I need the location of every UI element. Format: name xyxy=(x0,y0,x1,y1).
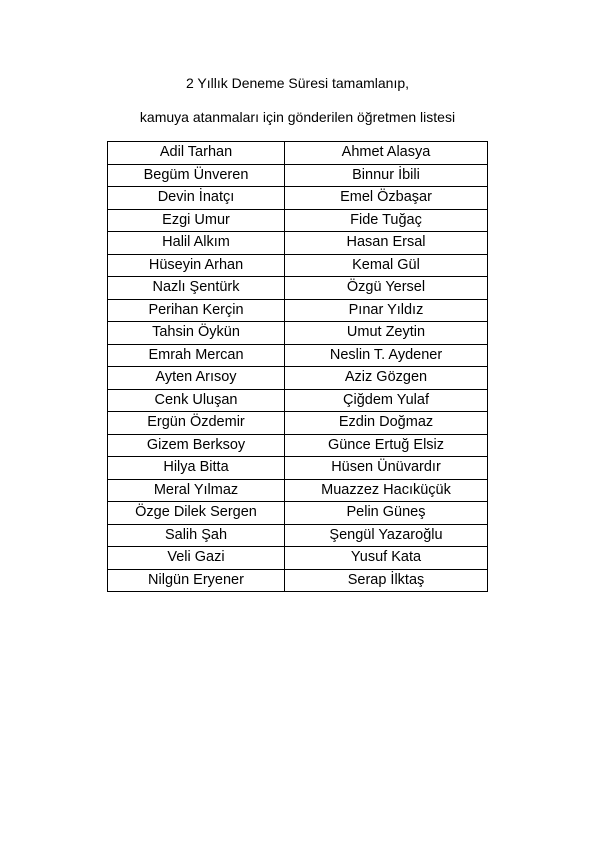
table-row xyxy=(108,209,488,232)
table-cell: Veli Gazi xyxy=(108,547,285,570)
table-cell: Ezgi Umur xyxy=(108,209,285,232)
table-cell: Salih Şah xyxy=(108,524,285,547)
table-cell: Hasan Ersal xyxy=(285,232,488,255)
table-row xyxy=(108,164,488,187)
table-cell: Emel Özbaşar xyxy=(285,187,488,210)
table-cell: Cenk Uluşan xyxy=(108,389,285,412)
table-row xyxy=(108,479,488,502)
table-cell: Ayten Arısoy xyxy=(108,367,285,390)
table-cell: Gizem Berksoy xyxy=(108,434,285,457)
table-row xyxy=(108,367,488,390)
table-cell: Ergün Özdemir xyxy=(108,412,285,435)
table-cell: Özge Dilek Sergen xyxy=(108,502,285,525)
table-row xyxy=(108,254,488,277)
teacher-list-table xyxy=(107,141,488,592)
table-cell: Hüsen Ünüvardır xyxy=(285,457,488,480)
table-row xyxy=(108,457,488,480)
table-cell: Aziz Gözgen xyxy=(285,367,488,390)
table-cell: Pelin Güneş xyxy=(285,502,488,525)
table-row xyxy=(108,187,488,210)
table-row xyxy=(108,299,488,322)
table-cell: Özgü Yersel xyxy=(285,277,488,300)
table-row xyxy=(108,502,488,525)
table-cell: Çiğdem Yulaf xyxy=(285,389,488,412)
table-cell: Neslin T. Aydener xyxy=(285,344,488,367)
table-row xyxy=(108,569,488,592)
table-cell: Perihan Kerçin xyxy=(108,299,285,322)
table-cell: Serap İlktaş xyxy=(285,569,488,592)
table-row xyxy=(108,142,488,165)
table-row xyxy=(108,344,488,367)
table-row xyxy=(108,412,488,435)
table-cell: Halil Alkım xyxy=(108,232,285,255)
table-cell: Pınar Yıldız xyxy=(285,299,488,322)
table-row xyxy=(108,277,488,300)
table-cell: Begüm Ünveren xyxy=(108,164,285,187)
document-title-line-2: kamuya atanmaları için gönderilen öğretmen listesi xyxy=(139,109,456,125)
table-cell: Nilgün Eryener xyxy=(108,569,285,592)
table-cell: Günce Ertuğ Elsiz xyxy=(285,434,488,457)
table-cell: Adil Tarhan xyxy=(108,142,285,165)
table-cell: Binnur İbili xyxy=(285,164,488,187)
table-cell: Ahmet Alasya xyxy=(285,142,488,165)
table-cell: Ezdin Doğmaz xyxy=(285,412,488,435)
table-cell: Meral Yılmaz xyxy=(108,479,285,502)
table-row xyxy=(108,322,488,345)
table-cell: Hüseyin Arhan xyxy=(108,254,285,277)
table-cell: Fide Tuğaç xyxy=(285,209,488,232)
table-row xyxy=(108,524,488,547)
document-title-line-1: 2 Yıllık Deneme Süresi tamamlanıp, xyxy=(185,75,410,91)
table-cell: Şengül Yazaroğlu xyxy=(285,524,488,547)
table-cell: Tahsin Öykün xyxy=(108,322,285,345)
table-cell: Yusuf Kata xyxy=(285,547,488,570)
table-row xyxy=(108,547,488,570)
table-cell: Hilya Bitta xyxy=(108,457,285,480)
table-row xyxy=(108,389,488,412)
table-row xyxy=(108,434,488,457)
table-cell: Emrah Mercan xyxy=(108,344,285,367)
table-cell: Nazlı Şentürk xyxy=(108,277,285,300)
table-cell: Kemal Gül xyxy=(285,254,488,277)
table-cell: Muazzez Hacıküçük xyxy=(285,479,488,502)
table-cell: Umut Zeytin xyxy=(285,322,488,345)
table-cell: Devin İnatçı xyxy=(108,187,285,210)
table-row xyxy=(108,232,488,255)
